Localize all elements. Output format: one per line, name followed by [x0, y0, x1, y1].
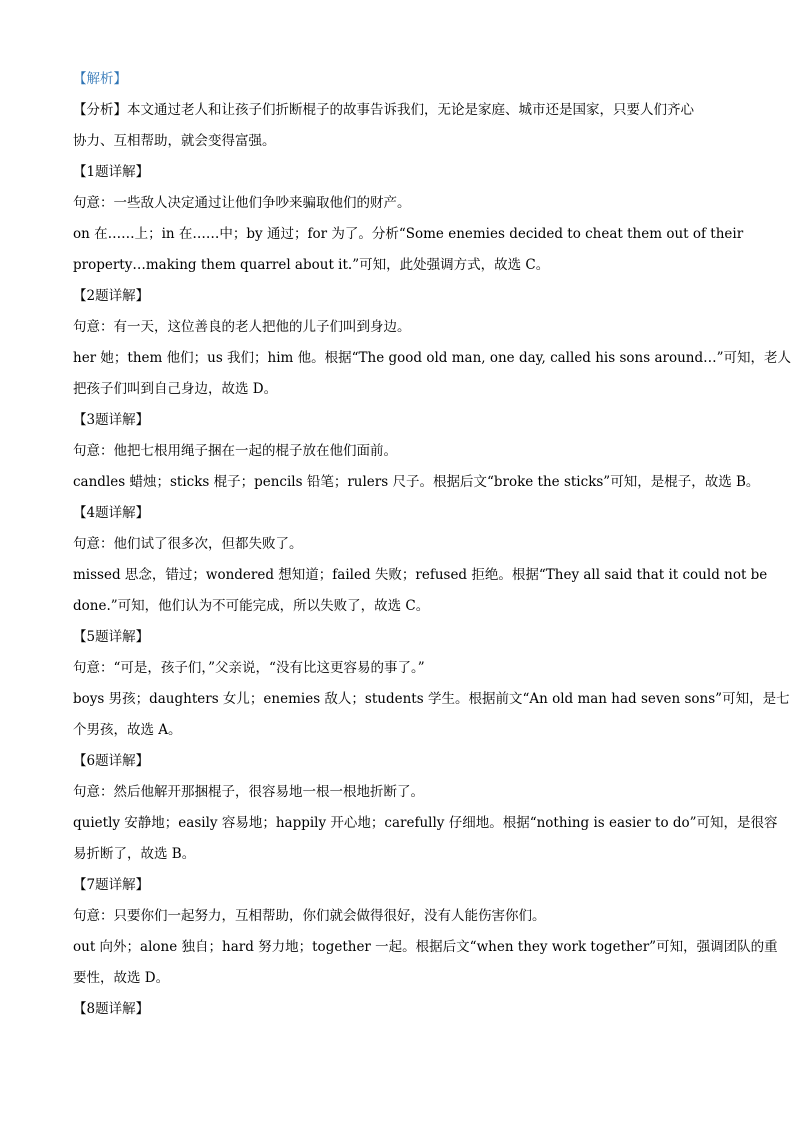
question-explanation-line: 易折断了，故选 B。: [73, 846, 196, 862]
summary-line-2: 协力、互相帮助，就会变得富强。: [73, 133, 276, 149]
question-explanation-line: done.”可知，他们认为不可能完成，所以失败了，故选 C。: [73, 598, 430, 614]
question-explanation-line: 要性，故选 D。: [73, 970, 170, 986]
question-explanation-line: missed 思念，错过；wondered 想知道；failed 失败；refused 拒绝。根据“They all said that it could not be: [73, 567, 768, 583]
question-section-1: [73, 157, 744, 281]
document-body: [73, 64, 792, 1025]
question-heading: 【5题详解】: [73, 629, 150, 645]
analysis-heading: 【解析】: [73, 71, 127, 87]
question-section-5: [73, 622, 790, 746]
question-section-2: [73, 281, 792, 405]
question-meaning: 句意：只要你们一起努力，互相帮助，你们就会做得很好，没有人能伤害你们。: [73, 908, 546, 924]
question-meaning: 句意：他们试了很多次，但都失败了。: [73, 536, 303, 552]
question-heading: 【8题详解】: [73, 1001, 150, 1017]
question-heading: 【4题详解】: [73, 505, 150, 521]
question-heading: 【1题详解】: [73, 164, 150, 180]
question-heading: 【3题详解】: [73, 412, 150, 428]
question-heading: 【6题详解】: [73, 753, 150, 769]
summary-line-1: 【分析】本文通过老人和让孩子们折断棍子的故事告诉我们，无论是家庭、城市还是国家，只要人们齐心: [73, 102, 694, 118]
question-meaning: 句意：“可是，孩子们，”父亲说，“没有比这更容易的事了。”: [73, 660, 425, 676]
question-heading: 【7题详解】: [73, 877, 150, 893]
question-section-3: [73, 405, 760, 498]
question-section-8: [73, 994, 733, 1025]
question-explanation-line: candles 蜡烛；sticks 棍子；pencils 铅笔；rulers 尺子。根据后文“broke the sticks”可知，是棍子，故选 B。: [73, 474, 760, 490]
question-section-7: [73, 870, 778, 994]
question-meaning: 句意：然后他解开那捆棍子，很容易地一根一根地折断了。: [73, 784, 424, 800]
question-explanation-line: 个男孩，故选 A。: [73, 722, 182, 738]
question-explanation-line: on 在……上；in 在……中；by 通过；for 为了。分析“Some enemies decided to cheat them out of their: [73, 226, 744, 242]
question-section-4: [73, 498, 768, 622]
question-section-6: [73, 746, 778, 870]
question-meaning: 句意：他把七根用绳子捆在一起的棍子放在他们面前。: [73, 443, 397, 459]
question-explanation-line: out 向外；alone 独自；hard 努力地；together 一起。根据后文“when they work together”可知，强调团队的重: [73, 939, 778, 955]
question-explanation-line: her 她；them 他们；us 我们；him 他。根据“The good old man, one day, called his sons around…”可知，老人: [73, 350, 792, 366]
question-explanation-line: 把孩子们叫到自己身边，故选 D。: [73, 381, 278, 397]
question-explanation-line: quietly 安静地；easily 容易地；happily 开心地；carefully 仔细地。根据“nothing is easier to do”可知，是很容: [73, 815, 778, 831]
question-meaning: 句意：有一天，这位善良的老人把他的儿子们叫到身边。: [73, 319, 411, 335]
question-heading: 【2题详解】: [73, 288, 150, 304]
question-explanation-line: property…making them quarrel about it.”可知，此处强调方式，故选 C。: [73, 257, 550, 273]
question-explanation-line: boys 男孩；daughters 女儿；enemies 敌人；students 学生。根据前文“An old man had seven sons”可知，是七: [73, 691, 790, 707]
question-meaning: 句意：一些敌人决定通过让他们争吵来骗取他们的财产。: [73, 195, 411, 211]
